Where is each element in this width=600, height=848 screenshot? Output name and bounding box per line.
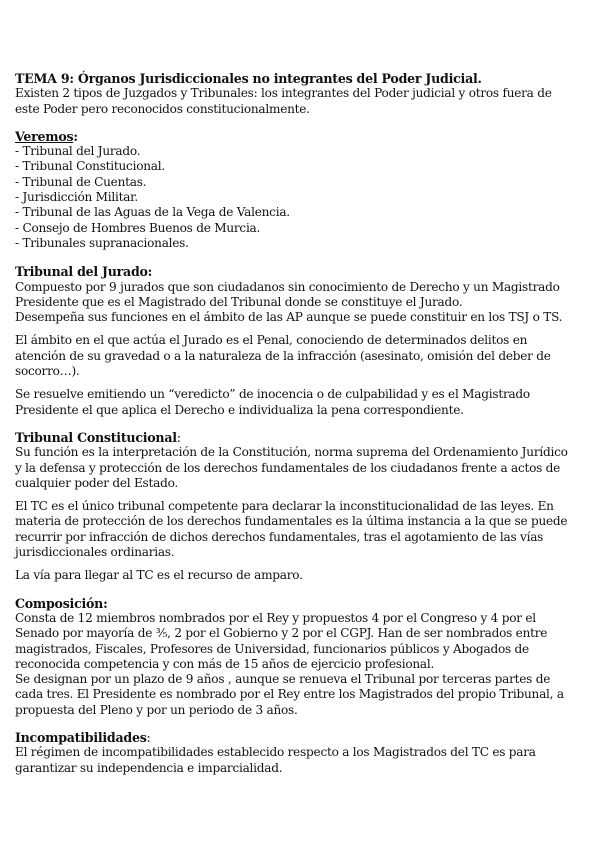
- list-item: - Tribunal de Cuentas.: [15, 175, 577, 190]
- constitucional-heading-colon: :: [176, 429, 181, 445]
- jurado-paragraph-1b: Desempeña sus funciones en el ámbito de las AP aunque se puede constituir en los TSJ o TS.: [15, 310, 563, 325]
- veremos-list: [15, 144, 577, 251]
- list-item: - Tribunal del Jurado.: [15, 144, 577, 159]
- incompatibilidades-heading-colon: :: [146, 729, 151, 745]
- incompatibilidades-heading: [15, 730, 577, 745]
- jurado-heading: Tribunal del Jurado:: [15, 264, 153, 280]
- composicion-paragraph-2: Se designan por un plazo de 9 años , aunque se renueva el Tribunal por terceras partes de cada tres. El Presidente es nombrado por el Rey entre los Magistrados del propio Tribunal, a propuesta del Pleno y por un periodo de 3 años.: [15, 672, 564, 717]
- jurado-paragraph-3: Se resuelve emitiendo un “veredicto” de inocencia o de culpabilidad y es el Magistrado Presidente el que aplica el Derecho e individualiza la pena correspondiente.: [15, 387, 530, 417]
- document-page: [15, 71, 577, 776]
- constitucional-paragraph-3: La vía para llegar al TC es el recurso de amparo.: [15, 568, 303, 583]
- jurado-paragraph-2: El ámbito en el que actúa el Jurado es el Penal, conociendo de determinados delitos en atención de su gravedad o a la naturaleza de la infracción (asesinato, omisión del deber de socorro…).: [15, 333, 551, 379]
- constitucional-paragraph-1: Su función es la interpretación de la Constitución, norma suprema del Ordenamiento Jurídico y la defensa y protección de los derechos fundamentales de los ciudadanos frente a actos de cualquier poder del Estado.: [15, 445, 568, 490]
- constitucional-heading-text: Tribunal Constitucional: [15, 429, 177, 445]
- veremos-heading-colon: :: [73, 128, 78, 144]
- constitucional-paragraph-2: El TC es el único tribunal competente para declarar la inconstitucionalidad de las leyes. En materia de protección de los derechos fundamentales es la última instancia a la que se puede recurrir por infracción de dichos derechos fundamentales, tras el agotamiento de las vías jurisdiccionales ordinarias.: [15, 499, 568, 560]
- constitucional-heading: [15, 430, 577, 445]
- list-item: - Consejo de Hombres Buenos de Murcia.: [15, 221, 577, 236]
- page-title: TEMA 9: Órganos Jurisdiccionales no integrantes del Poder Judicial.: [15, 71, 482, 86]
- veremos-heading-text: Veremos: [15, 128, 74, 144]
- list-item: - Tribunal Constitucional.: [15, 159, 577, 174]
- list-item: - Tribunales supranacionales.: [15, 236, 577, 251]
- incompatibilidades-heading-text: Incompatibilidades: [15, 729, 147, 745]
- list-item: - Tribunal de las Aguas de la Vega de Valencia.: [15, 205, 577, 220]
- intro-paragraph: Existen 2 tipos de Juzgados y Tribunales: los integrantes del Poder judicial y otros fuera de este Poder pero reconocidos constitucionalmente.: [15, 86, 552, 116]
- composicion-paragraph-1: Consta de 12 miembros nombrados por el Rey y propuestos 4 por el Congreso y 4 por el Senado por mayoría de ⅗, 2 por el Gobierno y 2 por el CGPJ. Han de ser nombrados entre magistrados, Fiscales, Profesores de Universidad, funcionarios públicos y Abogados de reconocida competencia y con más de 15 años de ejercicio profesional.: [15, 610, 548, 671]
- list-item: - Jurisdicción Militar.: [15, 190, 577, 205]
- composicion-heading: Composición:: [15, 595, 108, 611]
- veremos-heading: [15, 129, 577, 144]
- incompatibilidades-paragraph-1: El régimen de incompatibilidades establecido respecto a los Magistrados del TC es para garantizar su independencia e imparcialidad.: [15, 745, 536, 775]
- jurado-paragraph-1a: Compuesto por 9 jurados que son ciudadanos sin conocimiento de Derecho y un Magistrado Presidente que es el Magistrado del Tribunal donde se constituye el Jurado.: [15, 279, 560, 309]
